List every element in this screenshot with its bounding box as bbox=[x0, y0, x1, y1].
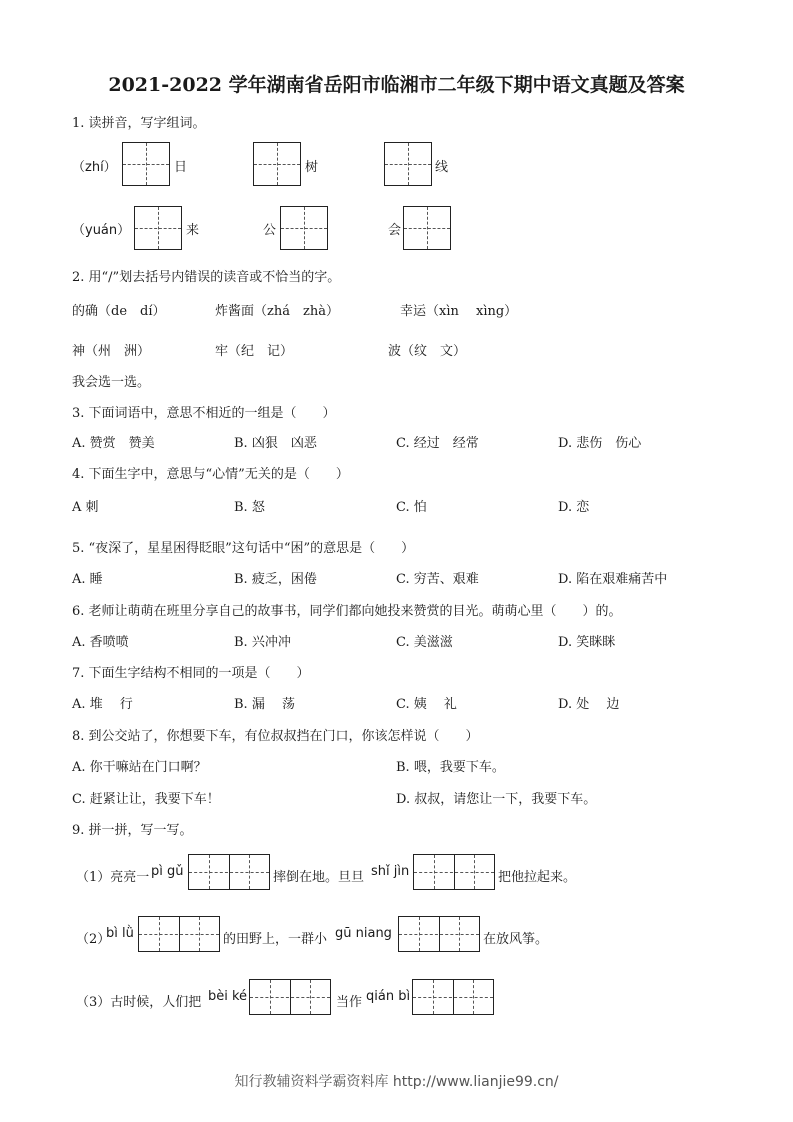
q1-prompt: 1. 读拼音，写字组词。 bbox=[72, 116, 206, 131]
writing-box[interactable] bbox=[384, 142, 432, 186]
q4-prompt: 4. 下面生字中，意思与“心情”无关的是（ ） bbox=[72, 467, 349, 482]
q4-option-b[interactable]: B. 怒 bbox=[234, 500, 265, 515]
writing-box[interactable] bbox=[134, 206, 182, 250]
q9-line3-pinyin1: bèi ké bbox=[208, 989, 248, 1004]
section-heading: 我会选一选。 bbox=[72, 375, 151, 390]
q4-option-c[interactable]: C. 怕 bbox=[396, 500, 427, 515]
writing-box[interactable] bbox=[253, 142, 301, 186]
q9-line3-pinyin2: qián bì bbox=[366, 989, 411, 1004]
q1-word: 日 bbox=[174, 160, 188, 175]
q2-item: 的确（de dí） bbox=[72, 304, 166, 319]
q6-option-a[interactable]: A. 香喷喷 bbox=[72, 635, 129, 650]
q5-option-b[interactable]: B. 疲乏，困倦 bbox=[234, 572, 317, 587]
q4-option-d[interactable]: D. 恋 bbox=[558, 500, 590, 515]
q6-option-c[interactable]: C. 美滋滋 bbox=[396, 635, 453, 650]
q9-line1-pinyin1: pì gǔ bbox=[151, 864, 184, 879]
q5-option-a[interactable]: A. 睡 bbox=[72, 572, 103, 587]
q9-line1-pinyin2: shǐ jìn bbox=[371, 864, 410, 879]
q9-line1-post: 把他拉起来。 bbox=[498, 870, 577, 885]
q5-option-d[interactable]: D. 陷在艰难痛苦中 bbox=[558, 572, 668, 587]
q2-item: 神（州 洲） bbox=[72, 344, 151, 359]
q9-line2-pinyin1: bì lǜ bbox=[106, 926, 134, 941]
q2-item: 幸运（xìn xìng） bbox=[400, 304, 518, 319]
q5-prompt: 5. “夜深了，星星困得眨眼”这句话中“困”的意思是（ ） bbox=[72, 541, 415, 556]
writing-box[interactable] bbox=[403, 206, 451, 250]
q2-item: 波（纹 文） bbox=[388, 344, 467, 359]
writing-box[interactable] bbox=[249, 979, 331, 1015]
writing-box[interactable] bbox=[412, 979, 494, 1015]
q3-option-d[interactable]: D. 悲伤 伤心 bbox=[558, 436, 642, 451]
q5-option-c[interactable]: C. 穷苦、艰难 bbox=[396, 572, 479, 587]
writing-box[interactable] bbox=[138, 916, 220, 952]
page-footer: 知行教辅资料学霸资料库 http://www.lianjie99.cn/ bbox=[234, 1074, 559, 1090]
q9-line2-post: 在放风筝。 bbox=[483, 932, 549, 947]
q1-word: 线 bbox=[435, 160, 449, 175]
q8-prompt: 8. 到公交站了，你想要下车，有位叔叔挡在门口，你该怎样说（ ） bbox=[72, 729, 479, 744]
writing-box[interactable] bbox=[122, 142, 170, 186]
q6-option-b[interactable]: B. 兴冲冲 bbox=[234, 635, 291, 650]
q7-option-c[interactable]: C. 姨 礼 bbox=[396, 697, 457, 712]
q9-line3-mid: 当作 bbox=[336, 995, 363, 1010]
writing-box[interactable] bbox=[188, 854, 270, 890]
q1-word: 树 bbox=[305, 160, 319, 175]
q1-word: 来 bbox=[186, 223, 200, 238]
q9-line2-pre: （2） bbox=[76, 932, 111, 947]
q7-option-d[interactable]: D. 处 边 bbox=[558, 697, 620, 712]
q1-word: 会 bbox=[388, 223, 402, 238]
q8-option-a[interactable]: A. 你干嘛站在门口啊？ bbox=[72, 760, 207, 775]
q2-prompt: 2. 用“/”划去括号内错误的读音或不恰当的字。 bbox=[72, 270, 341, 285]
q7-prompt: 7. 下面生字结构不相同的一项是（ ） bbox=[72, 666, 310, 681]
q4-option-a[interactable]: A 刺 bbox=[72, 500, 99, 515]
q9-line2-mid: 的田野上，一群小 bbox=[223, 932, 328, 947]
q8-option-c[interactable]: C. 赶紧让让，我要下车！ bbox=[72, 792, 220, 807]
q9-prompt: 9. 拼一拼，写一写。 bbox=[72, 823, 193, 838]
q3-prompt: 3. 下面词语中，意思不相近的一组是（ ） bbox=[72, 406, 336, 421]
q3-option-c[interactable]: C. 经过 经常 bbox=[396, 436, 479, 451]
page-title: 2021-2022 学年湖南省岳阳市临湘市二年级下期中语文真题及答案 bbox=[108, 74, 685, 96]
q9-line1-mid: 摔倒在地。旦旦 bbox=[273, 870, 365, 885]
q1-word: 公 bbox=[263, 223, 277, 238]
q6-prompt: 6. 老师让萌萌在班里分享自己的故事书，同学们都向她投来赞赏的目光。萌萌心里（ ）的。 bbox=[72, 604, 622, 619]
q9-line1-pre: （1）亮亮一 bbox=[76, 870, 150, 885]
q6-option-d[interactable]: D. 笑眯眯 bbox=[558, 635, 616, 650]
q7-option-b[interactable]: B. 漏 荡 bbox=[234, 697, 295, 712]
q3-option-b[interactable]: B. 凶狠 凶恶 bbox=[234, 436, 317, 451]
writing-box[interactable] bbox=[413, 854, 495, 890]
q1-row2-pinyin: （yuán） bbox=[72, 223, 131, 238]
q1-row1-pinyin: （zhí） bbox=[72, 160, 117, 175]
q2-item: 牢（纪 记） bbox=[215, 344, 294, 359]
q7-option-a[interactable]: A. 堆 行 bbox=[72, 697, 133, 712]
writing-box[interactable] bbox=[398, 916, 480, 952]
q8-option-b[interactable]: B. 喂，我要下车。 bbox=[396, 760, 505, 775]
q9-line2-pinyin2: gū niang bbox=[335, 926, 392, 941]
q8-option-d[interactable]: D. 叔叔，请您让一下，我要下车。 bbox=[396, 792, 597, 807]
writing-box[interactable] bbox=[280, 206, 328, 250]
q9-line3-pre: （3）古时候，人们把 bbox=[76, 995, 202, 1010]
q3-option-a[interactable]: A. 赞赏 赞美 bbox=[72, 436, 155, 451]
q2-item: 炸酱面（zhá zhà） bbox=[215, 304, 339, 319]
